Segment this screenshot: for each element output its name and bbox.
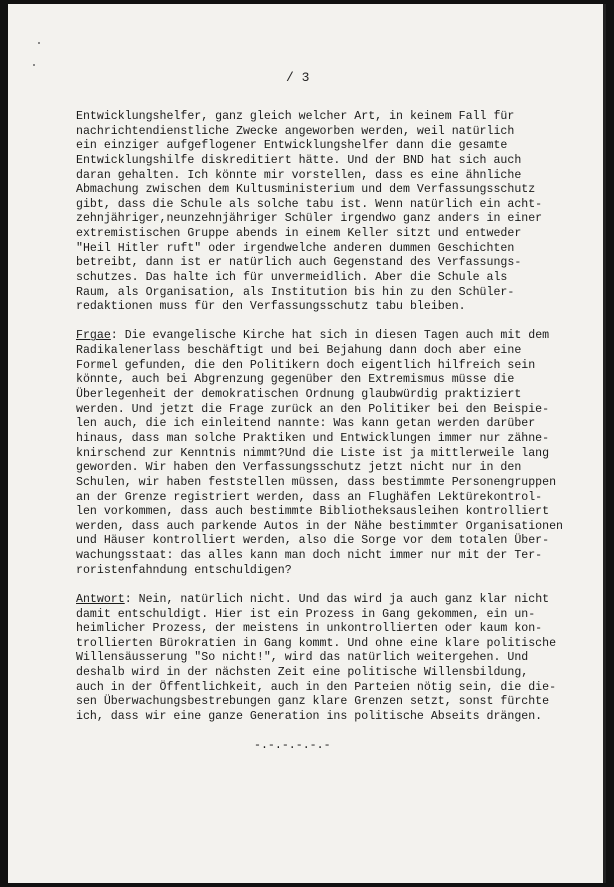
text-line: damit entschuldigt. Hier ist ein Prozess in Gang gekommen, ein un- bbox=[76, 607, 536, 621]
text-line: len vorkommen, dass auch bestimmte Bibliotheksausleihen kontrolliert bbox=[76, 505, 550, 519]
text-line: auch in der Öffentlichkeit, auch in den Parteien nötig sein, die die- bbox=[76, 680, 557, 694]
text-line: betreibt, dann ist er natürlich auch Gegenstand des Verfassungs- bbox=[76, 256, 522, 270]
page-number: / 3 bbox=[286, 70, 310, 85]
text-line: Formel gefunden, die den Politikern doch eigentlich hilfreich sein bbox=[76, 358, 536, 372]
text-line: nachrichtendienstliche Zwecke angeworben werden, weil natürlich bbox=[76, 124, 515, 138]
section-end-mark: -.-.-.-.-.- bbox=[254, 738, 331, 752]
text-line-rest: : Nein, natürlich nicht. Und das wird ja auch ganz klar nicht bbox=[124, 592, 550, 606]
text-line: Überlegenheit der demokratischen Ordnung glaubwürdig praktiziert bbox=[76, 388, 522, 402]
text-line: werden, dass auch parkende Autos in der Nähe bestimmter Organisationen bbox=[76, 519, 564, 533]
text-line: schutzes. Das halte ich für unvermeidlich. Aber die Schule als bbox=[76, 271, 508, 285]
text-line: knirschend zur Kenntnis nimmt?Und die Liste ist ja mittlerweile lang bbox=[76, 446, 550, 460]
text-line: heimlicher Prozess, der meistens in unkontrollierten oder kaum kon- bbox=[76, 622, 543, 636]
paragraph-answer bbox=[76, 593, 596, 725]
text-line bbox=[76, 329, 596, 344]
text-line-rest: : Die evangelische Kirche hat sich in diesen Tagen auch mit dem bbox=[110, 329, 550, 343]
text-line: Schulen, wir haben feststellen müssen, dass bestimmte Personengruppen bbox=[76, 475, 557, 489]
text-line: Raum, als Organisation, als Institution bis hin zu den Schüler- bbox=[76, 285, 515, 299]
paragraph-continuation bbox=[76, 110, 596, 315]
text-line: sen Überwachungsbestrebungen ganz klare Grenzen setzt, sonst fürchte bbox=[76, 695, 550, 709]
text-line: Abmachung zwischen dem Kultusministerium und dem Verfassungsschutz bbox=[76, 183, 536, 197]
text-line: roristenfahndung entschuldigen? bbox=[76, 563, 292, 577]
text-line bbox=[76, 593, 596, 608]
document-body bbox=[76, 110, 596, 753]
speaker-label-question: Frgae bbox=[76, 329, 111, 343]
text-line: "Heil Hitler ruft" oder irgendwelche anderen dummen Geschichten bbox=[76, 241, 515, 255]
text-line: werden. Und jetzt die Frage zurück an den Politiker bei den Beispie- bbox=[76, 402, 550, 416]
scan-speck bbox=[38, 42, 40, 44]
text-line: ein einziger aufgeflogener Entwicklungshelfer dann die gesamte bbox=[76, 139, 508, 153]
text-line: deshalb wird in der nächsten Zeit eine politische Willensbildung, bbox=[76, 666, 529, 680]
text-line: und Häuser kontrolliert werden, also die Sorge vor dem totalen Über- bbox=[76, 534, 550, 548]
text-line: wachungsstaat: das alles kann man doch nicht immer nur mit der Ter- bbox=[76, 549, 543, 563]
text-line: hinaus, dass man solche Praktiken und Entwicklungen immer nur zähne- bbox=[76, 431, 550, 445]
text-line: Radikalenerlass beschäftigt und bei Bejahung dann doch aber eine bbox=[76, 344, 522, 358]
document-page bbox=[8, 4, 606, 883]
speaker-label-answer: Antwort bbox=[76, 592, 125, 606]
text-line: an der Grenze registriert werden, dass an Flughäfen Lektürekontrol- bbox=[76, 490, 543, 504]
text-line: geworden. Wir haben den Verfassungsschutz jetzt nicht nur in den bbox=[76, 461, 522, 475]
text-line: extremistischen Gruppe abends in einem Keller sitzt und entweder bbox=[76, 227, 522, 241]
text-line: len auch, die ich einleitend nannte: Was kann getan werden darüber bbox=[76, 417, 536, 431]
paragraph-question bbox=[76, 329, 596, 578]
text-line: daran gehalten. Ich könnte mir vorstellen, dass es eine ähnliche bbox=[76, 168, 522, 182]
text-line: redaktionen muss für den Verfassungsschutz tabu bleiben. bbox=[76, 300, 466, 314]
text-line: ich, dass wir eine ganze Generation ins politische Abseits drängen. bbox=[76, 709, 543, 723]
page-edge-shadow bbox=[603, 4, 606, 883]
text-line: könnte, auch bei Abgrenzung gegenüber den Extremismus müsse die bbox=[76, 373, 515, 387]
scan-speck bbox=[33, 64, 35, 66]
text-line: zehnjähriger,neunzehnjähriger Schüler irgendwo ganz anders in einer bbox=[76, 212, 543, 226]
text-line: trollierten Bürokratien in Gang kommt. Und ohne eine klare politische bbox=[76, 636, 557, 650]
text-line: Entwicklungshilfe diskreditiert hätte. Und der BND hat sich auch bbox=[76, 153, 522, 167]
text-line: Willensäusserung "So nicht!", wird das natürlich weitergehen. Und bbox=[76, 651, 529, 665]
text-line: gibt, dass die Schule als solche tabu ist. Wenn natürlich ein acht- bbox=[76, 197, 543, 211]
text-line: Entwicklungshelfer, ganz gleich welcher Art, in keinem Fall für bbox=[76, 110, 515, 123]
